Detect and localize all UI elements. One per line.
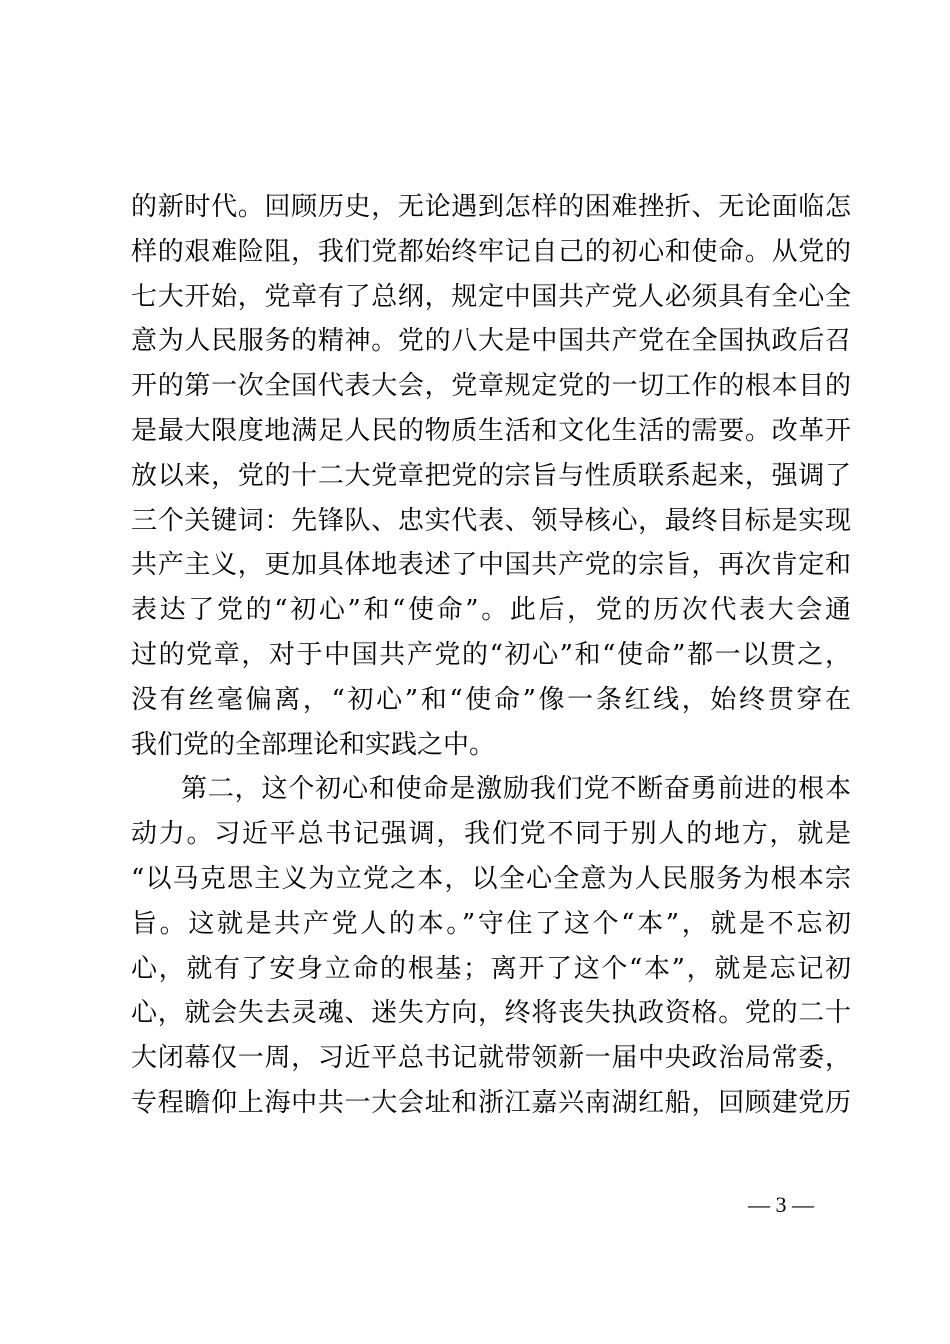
text-line: 我们党的全部理论和实践之中。 <box>131 729 496 760</box>
text-line: 大闭幕仅一周，习近平总书记就带领新一届中央政治局常委， <box>131 1043 851 1074</box>
text-line: 旨。这就是共产党人的本。”守住了这个“本”，就是不忘初 <box>131 908 851 939</box>
text-line: 意为人民服务的精神。党的八大是中国共产党在全国执政后召 <box>131 326 851 357</box>
text-line: 开的第一次全国代表大会，党章规定党的一切工作的根本目的 <box>131 371 851 402</box>
text-line: 三个关键词：先锋队、忠实代表、领导核心，最终目标是实现 <box>131 505 851 536</box>
text-line: “以马克思主义为立党之本，以全心全意为人民服务为根本宗 <box>131 863 851 894</box>
text-line: 表达了党的“初心”和“使命”。此后，党的历次代表大会通 <box>131 595 851 626</box>
text-line: 没有丝毫偏离，“初心”和“使命”像一条红线，始终贯穿在 <box>131 684 851 715</box>
text-line: 心，就有了安身立命的根基；离开了这个“本”，就是忘记初 <box>131 953 851 984</box>
text-line: 动力。习近平总书记强调，我们党不同于别人的地方，就是 <box>131 819 851 850</box>
text-line: 心，就会失去灵魂、迷失方向，终将丧失执政资格。党的二十 <box>131 998 851 1029</box>
text-line: 过的党章，对于中国共产党的“初心”和“使命”都一以贯之， <box>131 639 851 670</box>
text-line: 第二，这个初心和使命是激励我们党不断奋勇前进的根本 <box>181 774 851 805</box>
text-line: 专程瞻仰上海中共一大会址和浙江嘉兴南湖红船，回顾建党历 <box>131 1087 851 1118</box>
text-line: 是最大限度地满足人民的物质生活和文化生活的需要。改革开 <box>131 415 851 446</box>
text-line: 放以来，党的十二大党章把党的宗旨与性质联系起来，强调了 <box>131 460 851 491</box>
text-line: 七大开始，党章有了总纲，规定中国共产党人必须具有全心全 <box>131 281 851 312</box>
text-line: 样的艰难险阻，我们党都始终牢记自己的初心和使命。从党的 <box>131 236 851 267</box>
body-text <box>131 185 851 1126</box>
text-line: 共产主义，更加具体地表述了中国共产党的宗旨，再次肯定和 <box>131 550 851 581</box>
text-line: 的新时代。回顾历史，无论遇到怎样的困难挫折、无论面临怎 <box>131 192 851 222</box>
page-number: — 3 — <box>748 1192 814 1217</box>
